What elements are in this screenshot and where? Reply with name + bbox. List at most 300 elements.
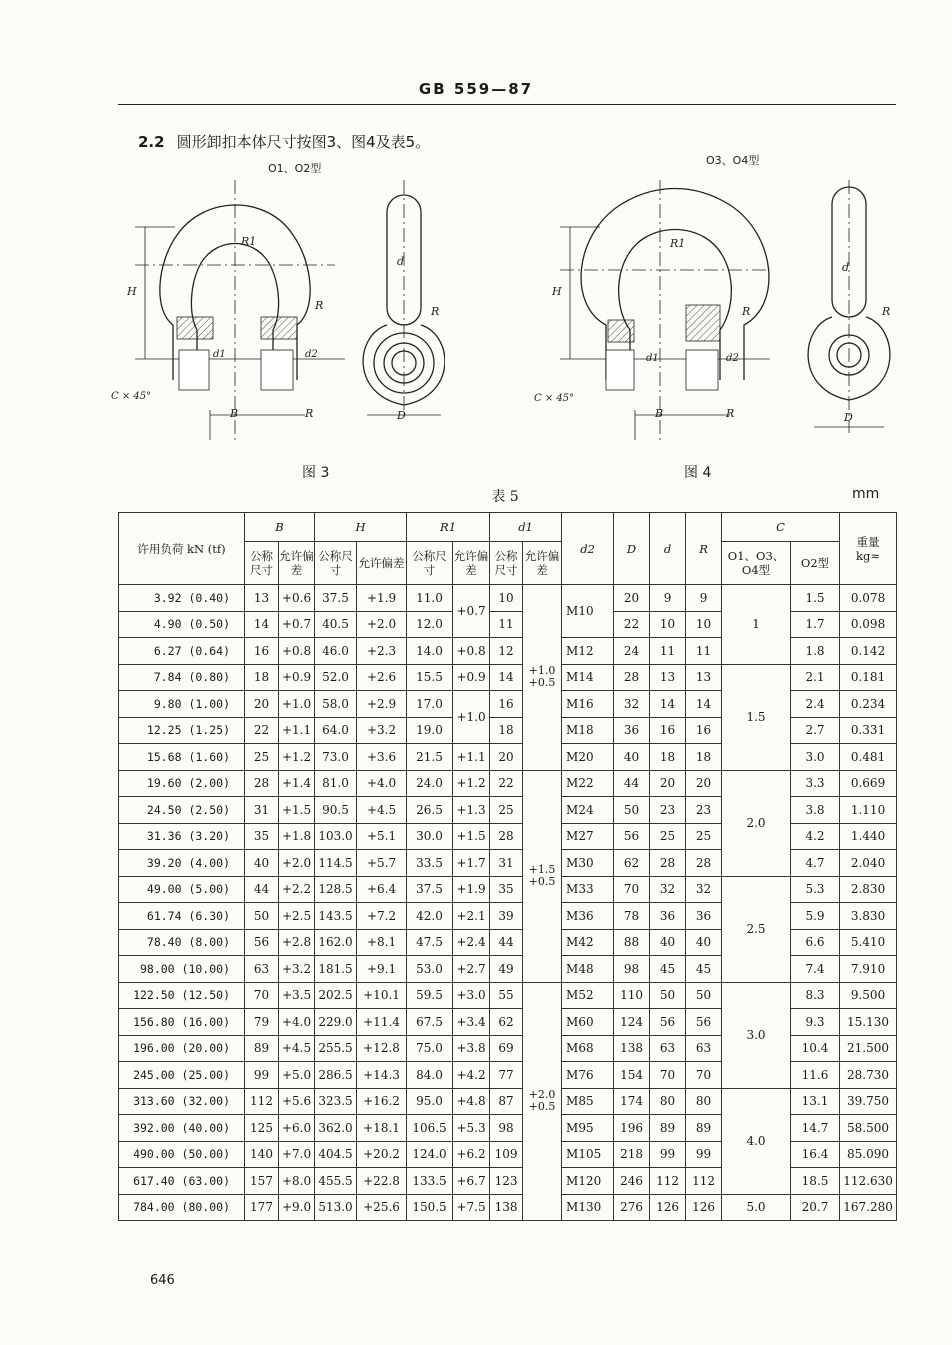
header-d2: d2 <box>562 513 614 585</box>
cell-r: 14 <box>686 691 722 718</box>
document-header: GB 559—87 <box>418 80 534 98</box>
cell-r1: 19.0 <box>407 717 453 744</box>
cell-weight: 15.130 <box>840 1009 897 1036</box>
page-number: 646 <box>150 1273 175 1288</box>
cell-dd: 98 <box>614 956 650 983</box>
cell-h: 455.5 <box>315 1168 357 1195</box>
cell-d1: 55 <box>490 982 523 1009</box>
cell-b-tol: +2.8 <box>279 929 315 956</box>
header-rule <box>118 104 896 105</box>
fig4-type-label: O3、O4型 <box>706 154 760 167</box>
cell-b-tol: +2.5 <box>279 903 315 930</box>
cell-c-o2: 8.3 <box>791 982 840 1009</box>
cell-c-o2: 9.3 <box>791 1009 840 1036</box>
header-r1-tol: 允许偏差 <box>453 542 490 585</box>
cell-r1: 37.5 <box>407 876 453 903</box>
header-d1: d1 <box>490 513 562 542</box>
cell-load: 196.00 (20.00) <box>119 1035 245 1062</box>
cell-r: 112 <box>686 1168 722 1195</box>
cell-dd: 110 <box>614 982 650 1009</box>
cell-r1: 95.0 <box>407 1088 453 1115</box>
cell-d: 13 <box>650 664 686 691</box>
cell-h: 162.0 <box>315 929 357 956</box>
header-r: R <box>686 513 722 585</box>
cell-r1: 67.5 <box>407 1009 453 1036</box>
table-row <box>119 876 897 903</box>
cell-h: 64.0 <box>315 717 357 744</box>
cell-b: 50 <box>245 903 279 930</box>
header-d: d <box>650 513 686 585</box>
cell-d2: M20 <box>562 744 614 771</box>
cell-d1: 12 <box>490 638 523 665</box>
fig3-side-label-dd: D <box>397 409 406 422</box>
cell-r: 36 <box>686 903 722 930</box>
cell-r1-tol: +6.7 <box>453 1168 490 1195</box>
cell-c-o134-merged: 2.5 <box>722 876 791 982</box>
cell-d2: M16 <box>562 691 614 718</box>
cell-dd: 218 <box>614 1141 650 1168</box>
cell-load: 78.40 (8.00) <box>119 929 245 956</box>
cell-d: 99 <box>650 1141 686 1168</box>
cell-b-tol: +3.5 <box>279 982 315 1009</box>
cell-r: 40 <box>686 929 722 956</box>
cell-r1: 15.5 <box>407 664 453 691</box>
cell-load: 3.92 (0.40) <box>119 585 245 612</box>
cell-h-tol: +16.2 <box>357 1088 407 1115</box>
cell-d1: 49 <box>490 956 523 983</box>
cell-r1: 17.0 <box>407 691 453 718</box>
cell-r1: 75.0 <box>407 1035 453 1062</box>
fig3-label-d2: d2 <box>305 349 318 360</box>
cell-b: 31 <box>245 797 279 824</box>
table-row <box>119 664 897 691</box>
cell-b-tol: +1.1 <box>279 717 315 744</box>
cell-r1: 33.5 <box>407 850 453 877</box>
fig4-side-label-r: R <box>882 305 891 318</box>
cell-c-o2: 2.4 <box>791 691 840 718</box>
cell-c-o2: 5.3 <box>791 876 840 903</box>
fig4-label-h: H <box>552 285 562 298</box>
cell-b-tol: +8.0 <box>279 1168 315 1195</box>
cell-r: 80 <box>686 1088 722 1115</box>
cell-h-tol: +10.1 <box>357 982 407 1009</box>
cell-r1-tol-merged: +0.7 <box>453 585 490 638</box>
cell-r: 45 <box>686 956 722 983</box>
header-weight: 重量 kg≈ <box>840 513 897 585</box>
cell-d2: M42 <box>562 929 614 956</box>
cell-dd: 154 <box>614 1062 650 1089</box>
cell-load: 7.84 (0.80) <box>119 664 245 691</box>
cell-b: 25 <box>245 744 279 771</box>
cell-d2: M85 <box>562 1088 614 1115</box>
cell-b: 44 <box>245 876 279 903</box>
cell-d1: 18 <box>490 717 523 744</box>
cell-dd: 196 <box>614 1115 650 1142</box>
cell-d2: M18 <box>562 717 614 744</box>
table-row <box>119 982 897 1009</box>
cell-r: 18 <box>686 744 722 771</box>
cell-h: 114.5 <box>315 850 357 877</box>
cell-r1-tol: +1.7 <box>453 850 490 877</box>
cell-d1: 25 <box>490 797 523 824</box>
cell-h: 513.0 <box>315 1194 357 1221</box>
cell-r1-tol: +1.5 <box>453 823 490 850</box>
cell-load: 61.74 (6.30) <box>119 903 245 930</box>
cell-h-tol: +5.1 <box>357 823 407 850</box>
cell-dd: 62 <box>614 850 650 877</box>
cell-r: 9 <box>686 585 722 612</box>
cell-b-tol: +3.2 <box>279 956 315 983</box>
cell-h-tol: +2.6 <box>357 664 407 691</box>
cell-c-o2: 6.6 <box>791 929 840 956</box>
cell-b: 16 <box>245 638 279 665</box>
cell-b: 63 <box>245 956 279 983</box>
cell-d2: M95 <box>562 1115 614 1142</box>
cell-r1: 26.5 <box>407 797 453 824</box>
cell-d1: 44 <box>490 929 523 956</box>
cell-h-tol: +4.0 <box>357 770 407 797</box>
cell-b: 177 <box>245 1194 279 1221</box>
cell-h-tol: +8.1 <box>357 929 407 956</box>
cell-load: 6.27 (0.64) <box>119 638 245 665</box>
cell-h: 143.5 <box>315 903 357 930</box>
cell-h-tol: +11.4 <box>357 1009 407 1036</box>
header-dd: D <box>614 513 650 585</box>
header-r1-nominal: 公称尺寸 <box>407 542 453 585</box>
cell-d2: M36 <box>562 903 614 930</box>
cell-c-o2: 2.1 <box>791 664 840 691</box>
cell-b-tol: +2.0 <box>279 850 315 877</box>
cell-dd: 40 <box>614 744 650 771</box>
cell-b: 125 <box>245 1115 279 1142</box>
cell-h-tol: +1.9 <box>357 585 407 612</box>
cell-h-tol: +20.2 <box>357 1141 407 1168</box>
cell-r: 126 <box>686 1194 722 1221</box>
cell-h-tol: +6.4 <box>357 876 407 903</box>
cell-c-o2: 3.8 <box>791 797 840 824</box>
cell-b-tol: +1.8 <box>279 823 315 850</box>
cell-d: 36 <box>650 903 686 930</box>
cell-weight: 0.181 <box>840 664 897 691</box>
cell-dd: 174 <box>614 1088 650 1115</box>
cell-weight: 5.410 <box>840 929 897 956</box>
cell-h: 323.5 <box>315 1088 357 1115</box>
cell-dd: 56 <box>614 823 650 850</box>
cell-r1-tol: +3.0 <box>453 982 490 1009</box>
cell-d2: M12 <box>562 638 614 665</box>
table-row <box>119 1088 897 1115</box>
cell-weight: 1.440 <box>840 823 897 850</box>
cell-dd: 124 <box>614 1009 650 1036</box>
cell-h: 103.0 <box>315 823 357 850</box>
table-caption: 表 5 <box>491 489 519 505</box>
header-load: 许用负荷 kN (tf) <box>119 513 245 585</box>
cell-b-tol: +1.2 <box>279 744 315 771</box>
cell-dd: 70 <box>614 876 650 903</box>
cell-dd: 36 <box>614 717 650 744</box>
cell-d1: 77 <box>490 1062 523 1089</box>
cell-r1: 21.5 <box>407 744 453 771</box>
cell-c-o2: 2.7 <box>791 717 840 744</box>
cell-d2: M33 <box>562 876 614 903</box>
cell-d: 9 <box>650 585 686 612</box>
header-c: C <box>722 513 840 542</box>
fig4-label-d1: d1 <box>646 353 659 364</box>
cell-d: 70 <box>650 1062 686 1089</box>
cell-weight: 167.280 <box>840 1194 897 1221</box>
cell-d1: 39 <box>490 903 523 930</box>
cell-b: 28 <box>245 770 279 797</box>
cell-b: 35 <box>245 823 279 850</box>
cell-d1-tol-merged: +1.5 +0.5 <box>523 770 562 982</box>
cell-c-o134-merged: 4.0 <box>722 1088 791 1194</box>
cell-r1-tol: +5.3 <box>453 1115 490 1142</box>
cell-r1: 11.0 <box>407 585 453 612</box>
cell-h: 255.5 <box>315 1035 357 1062</box>
cell-b: 157 <box>245 1168 279 1195</box>
cell-d: 16 <box>650 717 686 744</box>
cell-d1: 16 <box>490 691 523 718</box>
cell-d1: 20 <box>490 744 523 771</box>
cell-d: 14 <box>650 691 686 718</box>
cell-b-tol: +2.2 <box>279 876 315 903</box>
cell-d2: M22 <box>562 770 614 797</box>
cell-h: 52.0 <box>315 664 357 691</box>
cell-h: 181.5 <box>315 956 357 983</box>
cell-c-o2: 10.4 <box>791 1035 840 1062</box>
cell-d1: 31 <box>490 850 523 877</box>
table-row <box>119 770 897 797</box>
cell-b-tol: +0.6 <box>279 585 315 612</box>
cell-weight: 112.630 <box>840 1168 897 1195</box>
cell-h-tol: +2.0 <box>357 611 407 638</box>
cell-d1: 123 <box>490 1168 523 1195</box>
cell-load: 98.00 (10.00) <box>119 956 245 983</box>
cell-r: 50 <box>686 982 722 1009</box>
cell-load: 15.68 (1.60) <box>119 744 245 771</box>
cell-d2: M30 <box>562 850 614 877</box>
cell-c-o134-merged: 2.0 <box>722 770 791 876</box>
header-c-o134: O1、O3、O4型 <box>722 542 791 585</box>
cell-load: 784.00 (80.00) <box>119 1194 245 1221</box>
cell-h: 362.0 <box>315 1115 357 1142</box>
cell-b: 13 <box>245 585 279 612</box>
cell-h: 73.0 <box>315 744 357 771</box>
cell-d1: 35 <box>490 876 523 903</box>
section-number: 2.2 <box>138 133 165 151</box>
header-h-tol: 允许偏差 <box>357 542 407 585</box>
cell-r1-tol: +6.2 <box>453 1141 490 1168</box>
cell-r: 10 <box>686 611 722 638</box>
cell-h-tol: +12.8 <box>357 1035 407 1062</box>
cell-d: 25 <box>650 823 686 850</box>
cell-b: 14 <box>245 611 279 638</box>
header-c-o2: O2型 <box>791 542 840 585</box>
cell-h: 37.5 <box>315 585 357 612</box>
cell-weight: 0.669 <box>840 770 897 797</box>
cell-c-o2: 4.7 <box>791 850 840 877</box>
cell-d2: M10 <box>562 585 614 638</box>
cell-dd: 50 <box>614 797 650 824</box>
fig3-label-r1: R1 <box>241 235 257 248</box>
cell-b: 40 <box>245 850 279 877</box>
section-heading <box>138 131 430 152</box>
cell-d2: M48 <box>562 956 614 983</box>
fig3-label-b: B <box>230 407 239 420</box>
figure-4-drawing <box>530 175 900 445</box>
cell-c-o2: 3.0 <box>791 744 840 771</box>
fig4-side-label-d: d <box>842 261 850 274</box>
fig4-caption: 图 4 <box>684 465 712 481</box>
cell-d2: M120 <box>562 1168 614 1195</box>
cell-load: 156.80 (16.00) <box>119 1009 245 1036</box>
cell-r1: 47.5 <box>407 929 453 956</box>
fig3-label-h: H <box>127 285 137 298</box>
cell-d1: 14 <box>490 664 523 691</box>
cell-c-o2: 5.9 <box>791 903 840 930</box>
cell-dd: 32 <box>614 691 650 718</box>
cell-c-o2: 3.3 <box>791 770 840 797</box>
cell-c-o2: 13.1 <box>791 1088 840 1115</box>
cell-r1: 150.5 <box>407 1194 453 1221</box>
cell-b: 89 <box>245 1035 279 1062</box>
cell-c-o2: 18.5 <box>791 1168 840 1195</box>
fig4-label-r1: R1 <box>670 237 686 250</box>
cell-r1: 53.0 <box>407 956 453 983</box>
cell-weight: 0.078 <box>840 585 897 612</box>
cell-d1: 11 <box>490 611 523 638</box>
cell-b-tol: +1.5 <box>279 797 315 824</box>
cell-r1: 42.0 <box>407 903 453 930</box>
cell-c-o2: 1.8 <box>791 638 840 665</box>
cell-b: 79 <box>245 1009 279 1036</box>
cell-b: 70 <box>245 982 279 1009</box>
cell-c-o2: 1.7 <box>791 611 840 638</box>
fig3-type-label: O1、O2型 <box>268 162 322 175</box>
cell-d1: 98 <box>490 1115 523 1142</box>
cell-weight: 21.500 <box>840 1035 897 1062</box>
cell-b-tol: +5.0 <box>279 1062 315 1089</box>
fig3-label-chamfer: C × 45° <box>111 391 152 402</box>
cell-weight: 39.750 <box>840 1088 897 1115</box>
cell-c-o2: 7.4 <box>791 956 840 983</box>
cell-r: 70 <box>686 1062 722 1089</box>
table-body <box>119 585 897 1221</box>
cell-h-tol: +25.6 <box>357 1194 407 1221</box>
cell-load: 12.25 (1.25) <box>119 717 245 744</box>
cell-b-tol: +6.0 <box>279 1115 315 1142</box>
cell-weight: 58.500 <box>840 1115 897 1142</box>
cell-weight: 0.234 <box>840 691 897 718</box>
cell-b: 140 <box>245 1141 279 1168</box>
cell-h-tol: +5.7 <box>357 850 407 877</box>
cell-h: 46.0 <box>315 638 357 665</box>
fig4-label-b: B <box>655 407 664 420</box>
table-row <box>119 1194 897 1221</box>
header-d1-tol: 允许偏差 <box>523 542 562 585</box>
cell-h: 128.5 <box>315 876 357 903</box>
cell-d: 11 <box>650 638 686 665</box>
cell-r1-tol: +1.9 <box>453 876 490 903</box>
cell-load: 31.36 (3.20) <box>119 823 245 850</box>
cell-h: 58.0 <box>315 691 357 718</box>
cell-h-tol: +2.9 <box>357 691 407 718</box>
cell-d: 40 <box>650 929 686 956</box>
cell-d1: 109 <box>490 1141 523 1168</box>
cell-d1: 62 <box>490 1009 523 1036</box>
cell-dd: 138 <box>614 1035 650 1062</box>
cell-r: 63 <box>686 1035 722 1062</box>
cell-weight: 0.098 <box>840 611 897 638</box>
cell-h-tol: +3.6 <box>357 744 407 771</box>
cell-b-tol: +1.4 <box>279 770 315 797</box>
cell-r1: 124.0 <box>407 1141 453 1168</box>
cell-b: 22 <box>245 717 279 744</box>
cell-d2: M14 <box>562 664 614 691</box>
cell-dd: 88 <box>614 929 650 956</box>
cell-r: 32 <box>686 876 722 903</box>
header-h-nominal: 公称尺寸 <box>315 542 357 585</box>
cell-c-o2: 16.4 <box>791 1141 840 1168</box>
cell-h: 286.5 <box>315 1062 357 1089</box>
cell-h: 202.5 <box>315 982 357 1009</box>
fig4-label-r-bottom: R <box>726 407 735 420</box>
cell-d2: M60 <box>562 1009 614 1036</box>
cell-b-tol: +0.7 <box>279 611 315 638</box>
cell-weight: 0.481 <box>840 744 897 771</box>
cell-d: 18 <box>650 744 686 771</box>
fig4-label-chamfer: C × 45° <box>534 393 575 404</box>
cell-dd: 28 <box>614 664 650 691</box>
fig4-label-d2: d2 <box>726 353 739 364</box>
cell-r: 89 <box>686 1115 722 1142</box>
cell-r: 11 <box>686 638 722 665</box>
cell-d2: M24 <box>562 797 614 824</box>
cell-dd: 20 <box>614 585 650 612</box>
cell-b-tol: +0.8 <box>279 638 315 665</box>
cell-d: 63 <box>650 1035 686 1062</box>
cell-r: 20 <box>686 770 722 797</box>
cell-h: 404.5 <box>315 1141 357 1168</box>
cell-r1-tol: +4.8 <box>453 1088 490 1115</box>
cell-load: 617.40 (63.00) <box>119 1168 245 1195</box>
cell-weight: 9.500 <box>840 982 897 1009</box>
cell-weight: 1.110 <box>840 797 897 824</box>
cell-weight: 28.730 <box>840 1062 897 1089</box>
cell-load: 245.00 (25.00) <box>119 1062 245 1089</box>
cell-b-tol: +4.0 <box>279 1009 315 1036</box>
cell-d2: M105 <box>562 1141 614 1168</box>
cell-b: 112 <box>245 1088 279 1115</box>
cell-r1-tol: +1.1 <box>453 744 490 771</box>
cell-d2: M52 <box>562 982 614 1009</box>
cell-c-o134: 5.0 <box>722 1194 791 1221</box>
fig3-label-d1: d1 <box>213 349 226 360</box>
cell-load: 19.60 (2.00) <box>119 770 245 797</box>
table-unit: mm <box>852 486 880 502</box>
cell-weight: 0.331 <box>840 717 897 744</box>
header-b-tol: 允许偏差 <box>279 542 315 585</box>
fig3-caption: 图 3 <box>302 465 330 481</box>
fig3-label-r-bottom: R <box>305 407 314 420</box>
cell-r1-tol: +3.8 <box>453 1035 490 1062</box>
fig4-label-r: R <box>742 305 751 318</box>
section-text: 圆形卸扣本体尺寸按图3、图4及表5。 <box>176 133 431 151</box>
cell-d: 112 <box>650 1168 686 1195</box>
cell-dd: 246 <box>614 1168 650 1195</box>
cell-d1: 10 <box>490 585 523 612</box>
cell-d: 56 <box>650 1009 686 1036</box>
